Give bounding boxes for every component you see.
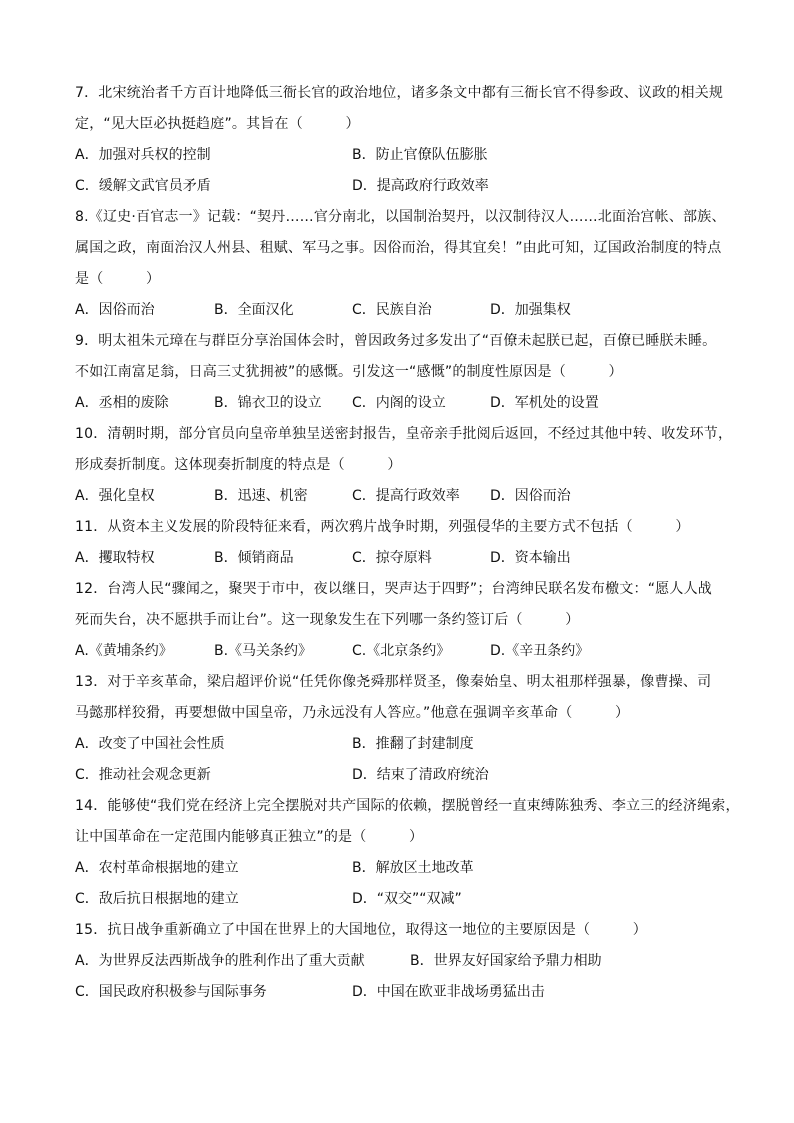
option-a: A．农村革命根据地的建立: [75, 860, 239, 876]
option-b: B．倾销商品: [214, 550, 294, 566]
option-d: D．“双交”“双减”: [352, 891, 462, 907]
question-text-line: 14．能够使“我们党在经济上完全摆脱对共产国际的依赖，摆脱曾经一直束缚陈独秀、李立三的经济绳索，: [75, 798, 740, 814]
question-text-line: 属国之政，南面治汉人州县、租赋、军马之事。因俗而治，得其宜矣！”由此可知，辽国政治制度的特点: [75, 240, 722, 256]
option-a: A.《黄埔条约》: [75, 643, 173, 659]
option-b: B．推翻了封建制度: [352, 736, 474, 752]
option-c: C．内阁的设立: [352, 395, 446, 411]
question-text-line: 8.《辽史·百官志一》记载：“契丹……官分南北，以国制治契丹，以汉制待汉人……北面治宫帐、部族、: [75, 209, 726, 225]
option-c: C．缓解文武官员矛盾: [75, 178, 211, 194]
option-b: B．全面汉化: [214, 302, 294, 318]
question-text-line: 11．从资本主义发展的阶段特征来看，两次鸦片战争时期，列强侵华的主要方式不包括（ ）: [75, 519, 690, 535]
option-c: C.《北京条约》: [352, 643, 451, 659]
option-b: B．解放区土地改革: [352, 860, 474, 876]
option-c: C．掠夺原料: [352, 550, 432, 566]
option-a: A．改变了中国社会性质: [75, 736, 225, 752]
option-a: A．因俗而治: [75, 302, 155, 318]
option-d: D.《辛丑条约》: [490, 643, 590, 659]
question-text-line: 马懿那样狡猾，再要想做中国皇帝，乃永远没有人答应。”他意在强调辛亥革命（ ）: [75, 705, 630, 721]
question-text-line: 让中国革命在一定范围内能够真正独立”的是（ ）: [75, 829, 424, 845]
option-c: C．敌后抗日根据地的建立: [75, 891, 239, 907]
question-text-line: 形成奏折制度。这体现奏折制度的特点是（ ）: [75, 457, 402, 473]
option-b: B．迅速、机密: [214, 488, 308, 504]
option-d: D．加强集权: [490, 302, 571, 318]
question-text-line: 死而失台，决不愿拱手而让台”。这一现象发生在下列哪一条约签订后（ ）: [75, 612, 580, 628]
option-b: B．世界友好国家给予鼎力相助: [410, 953, 602, 969]
option-b: B．防止官僚队伍膨胀: [352, 147, 488, 163]
question-text-line: 9．明太祖朱元璋在与群臣分享治国体会时，曾因政务过多发出了“百僚未起朕已起，百僚已睡朕未睡。: [75, 333, 717, 349]
option-a: A．为世界反法西斯战争的胜利作出了重大贡献: [75, 953, 365, 969]
option-d: D．资本输出: [490, 550, 571, 566]
option-b: B.《马关条约》: [214, 643, 313, 659]
option-c: C．国民政府积极参与国际事务: [75, 984, 267, 1000]
option-a: A．攫取特权: [75, 550, 155, 566]
question-text-line: 定，“见大臣必执挺趋庭”。其旨在（ ）: [75, 116, 360, 132]
option-d: D．中国在欧亚非战场勇猛出击: [352, 984, 545, 1000]
question-text-line: 12．台湾人民“骤闻之，聚哭于市中，夜以继日，哭声达于四野”；台湾绅民联名发布檄文：“愿人人战: [75, 581, 712, 597]
question-text-line: 是（ ）: [75, 271, 161, 287]
option-c: C．民族自治: [352, 302, 432, 318]
option-d: D．结束了清政府统治: [352, 767, 489, 783]
option-a: A．丞相的废除: [75, 395, 169, 411]
option-a: A．强化皇权: [75, 488, 155, 504]
question-text-line: 不如江南富足翁，日高三丈犹拥被”的感慨。引发这一“感慨”的制度性原因是（ ）: [75, 364, 623, 380]
option-d: D．因俗而治: [490, 488, 571, 504]
question-text-line: 13．对于辛亥革命，梁启超评价说“任凭你像尧舜那样贤圣，像秦始皇、明太祖那样强暴，像曹操、司: [75, 674, 712, 690]
option-d: D．军机处的设置: [490, 395, 599, 411]
question-text-line: 10．清朝时期，部分官员向皇帝单独呈送密封报告，皇帝亲手批阅后返回，不经过其他中转、收发环节，: [75, 426, 733, 442]
option-b: B．锦衣卫的设立: [214, 395, 322, 411]
question-text-line: 7．北宋统治者千方百计地降低三衙长官的政治地位，诸多条文中都有三衙长官不得参政、议政的相关规: [75, 85, 724, 101]
option-c: C．推动社会观念更新: [75, 767, 211, 783]
question-text-line: 15．抗日战争重新确立了中国在世界上的大国地位，取得这一地位的主要原因是（ ）: [75, 922, 648, 938]
option-c: C．提高行政效率: [352, 488, 460, 504]
option-d: D．提高政府行政效率: [352, 178, 489, 194]
option-a: A．加强对兵权的控制: [75, 147, 211, 163]
